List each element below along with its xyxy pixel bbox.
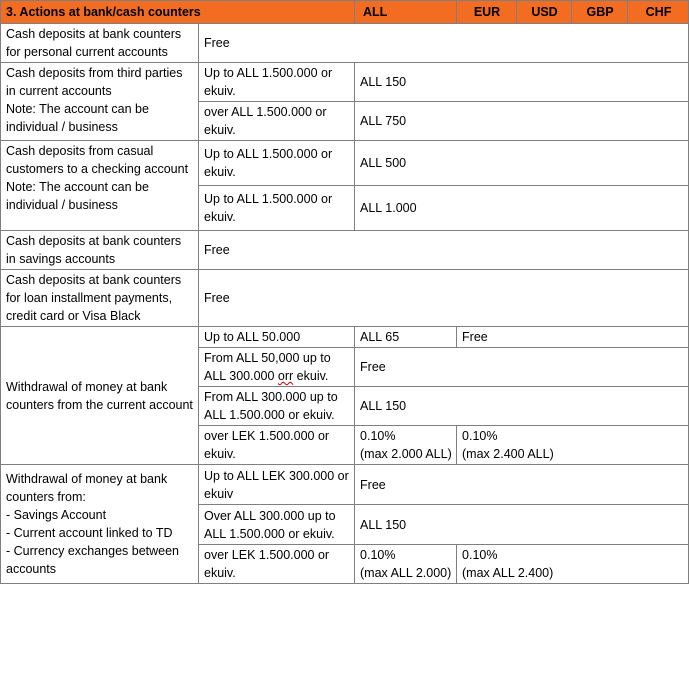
fee-value: Free: [355, 465, 689, 505]
fee-value-all: 0.10% (max 2.000 ALL): [355, 426, 457, 465]
fee-value: Free: [199, 231, 689, 270]
fee-value: ALL 1.000: [355, 186, 689, 231]
spelling-mark: orr: [277, 369, 294, 383]
fee-value: ALL 150: [355, 63, 689, 102]
section-title: 3. Actions at bank/cash counters: [1, 1, 355, 24]
service-description: Cash deposits at bank counters for loan installment payments, credit card or Visa Black: [1, 270, 199, 327]
condition-cell: Up to ALL 1.500.000 or ekuiv.: [199, 186, 355, 231]
condition-cell: [199, 348, 355, 387]
fee-value: Free: [199, 270, 689, 327]
condition-cell: Over ALL 300.000 up to ALL 1.500.000 or ekuiv.: [199, 505, 355, 545]
fee-value-all: ALL 65: [355, 327, 457, 348]
table-row: [1, 24, 689, 63]
condition-cell: Up to ALL 1.500.000 or ekuiv.: [199, 63, 355, 102]
condition-cell: Up to ALL 50.000: [199, 327, 355, 348]
condition-cell: Up to ALL LEK 300.000 or ekuiv: [199, 465, 355, 505]
table-row: [1, 327, 689, 348]
service-description: Withdrawal of money at bank counters from the current account: [1, 327, 199, 465]
service-description: Cash deposits from third parties in current accounts Note: The account can be individual / business: [1, 63, 199, 141]
table-row: [1, 141, 689, 186]
fee-value-other: 0.10% (max 2.400 ALL): [457, 426, 689, 465]
condition-text: ekuiv.: [293, 369, 329, 383]
fee-value: Free: [199, 24, 689, 63]
service-description: Withdrawal of money at bank counters from: - Savings Account - Current account linked to TD - Currency exchanges between accounts: [1, 465, 199, 584]
table-row: [1, 270, 689, 327]
currency-header-all: ALL: [355, 1, 457, 24]
condition-cell: over LEK 1.500.000 or ekuiv.: [199, 545, 355, 584]
table-row: [1, 465, 689, 505]
currency-header-eur: EUR: [457, 1, 517, 24]
fee-value-all: 0.10% (max ALL 2.000): [355, 545, 457, 584]
service-description: Cash deposits at bank counters in savings accounts: [1, 231, 199, 270]
table-row: [1, 231, 689, 270]
fee-value: ALL 150: [355, 387, 689, 426]
header-row: [1, 1, 689, 24]
condition-cell: From ALL 300.000 up to ALL 1.500.000 or ekuiv.: [199, 387, 355, 426]
condition-cell: over ALL 1.500.000 or ekuiv.: [199, 102, 355, 141]
service-description: Cash deposits from casual customers to a checking account Note: The account can be individual / business: [1, 141, 199, 231]
currency-header-chf: CHF: [628, 1, 689, 24]
condition-text: From ALL 50,000 up to ALL 300.000: [204, 351, 331, 383]
fee-value: Free: [355, 348, 689, 387]
service-description: Cash deposits at bank counters for personal current accounts: [1, 24, 199, 63]
fee-value: ALL 500: [355, 141, 689, 186]
currency-header-gbp: GBP: [572, 1, 628, 24]
table-row: [1, 63, 689, 102]
condition-cell: Up to ALL 1.500.000 or ekuiv.: [199, 141, 355, 186]
fee-value-other: 0.10% (max ALL 2.400): [457, 545, 689, 584]
fee-value: ALL 750: [355, 102, 689, 141]
currency-header-usd: USD: [517, 1, 572, 24]
fee-value: ALL 150: [355, 505, 689, 545]
fee-value-other: Free: [457, 327, 689, 348]
condition-cell: over LEK 1.500.000 or ekuiv.: [199, 426, 355, 465]
